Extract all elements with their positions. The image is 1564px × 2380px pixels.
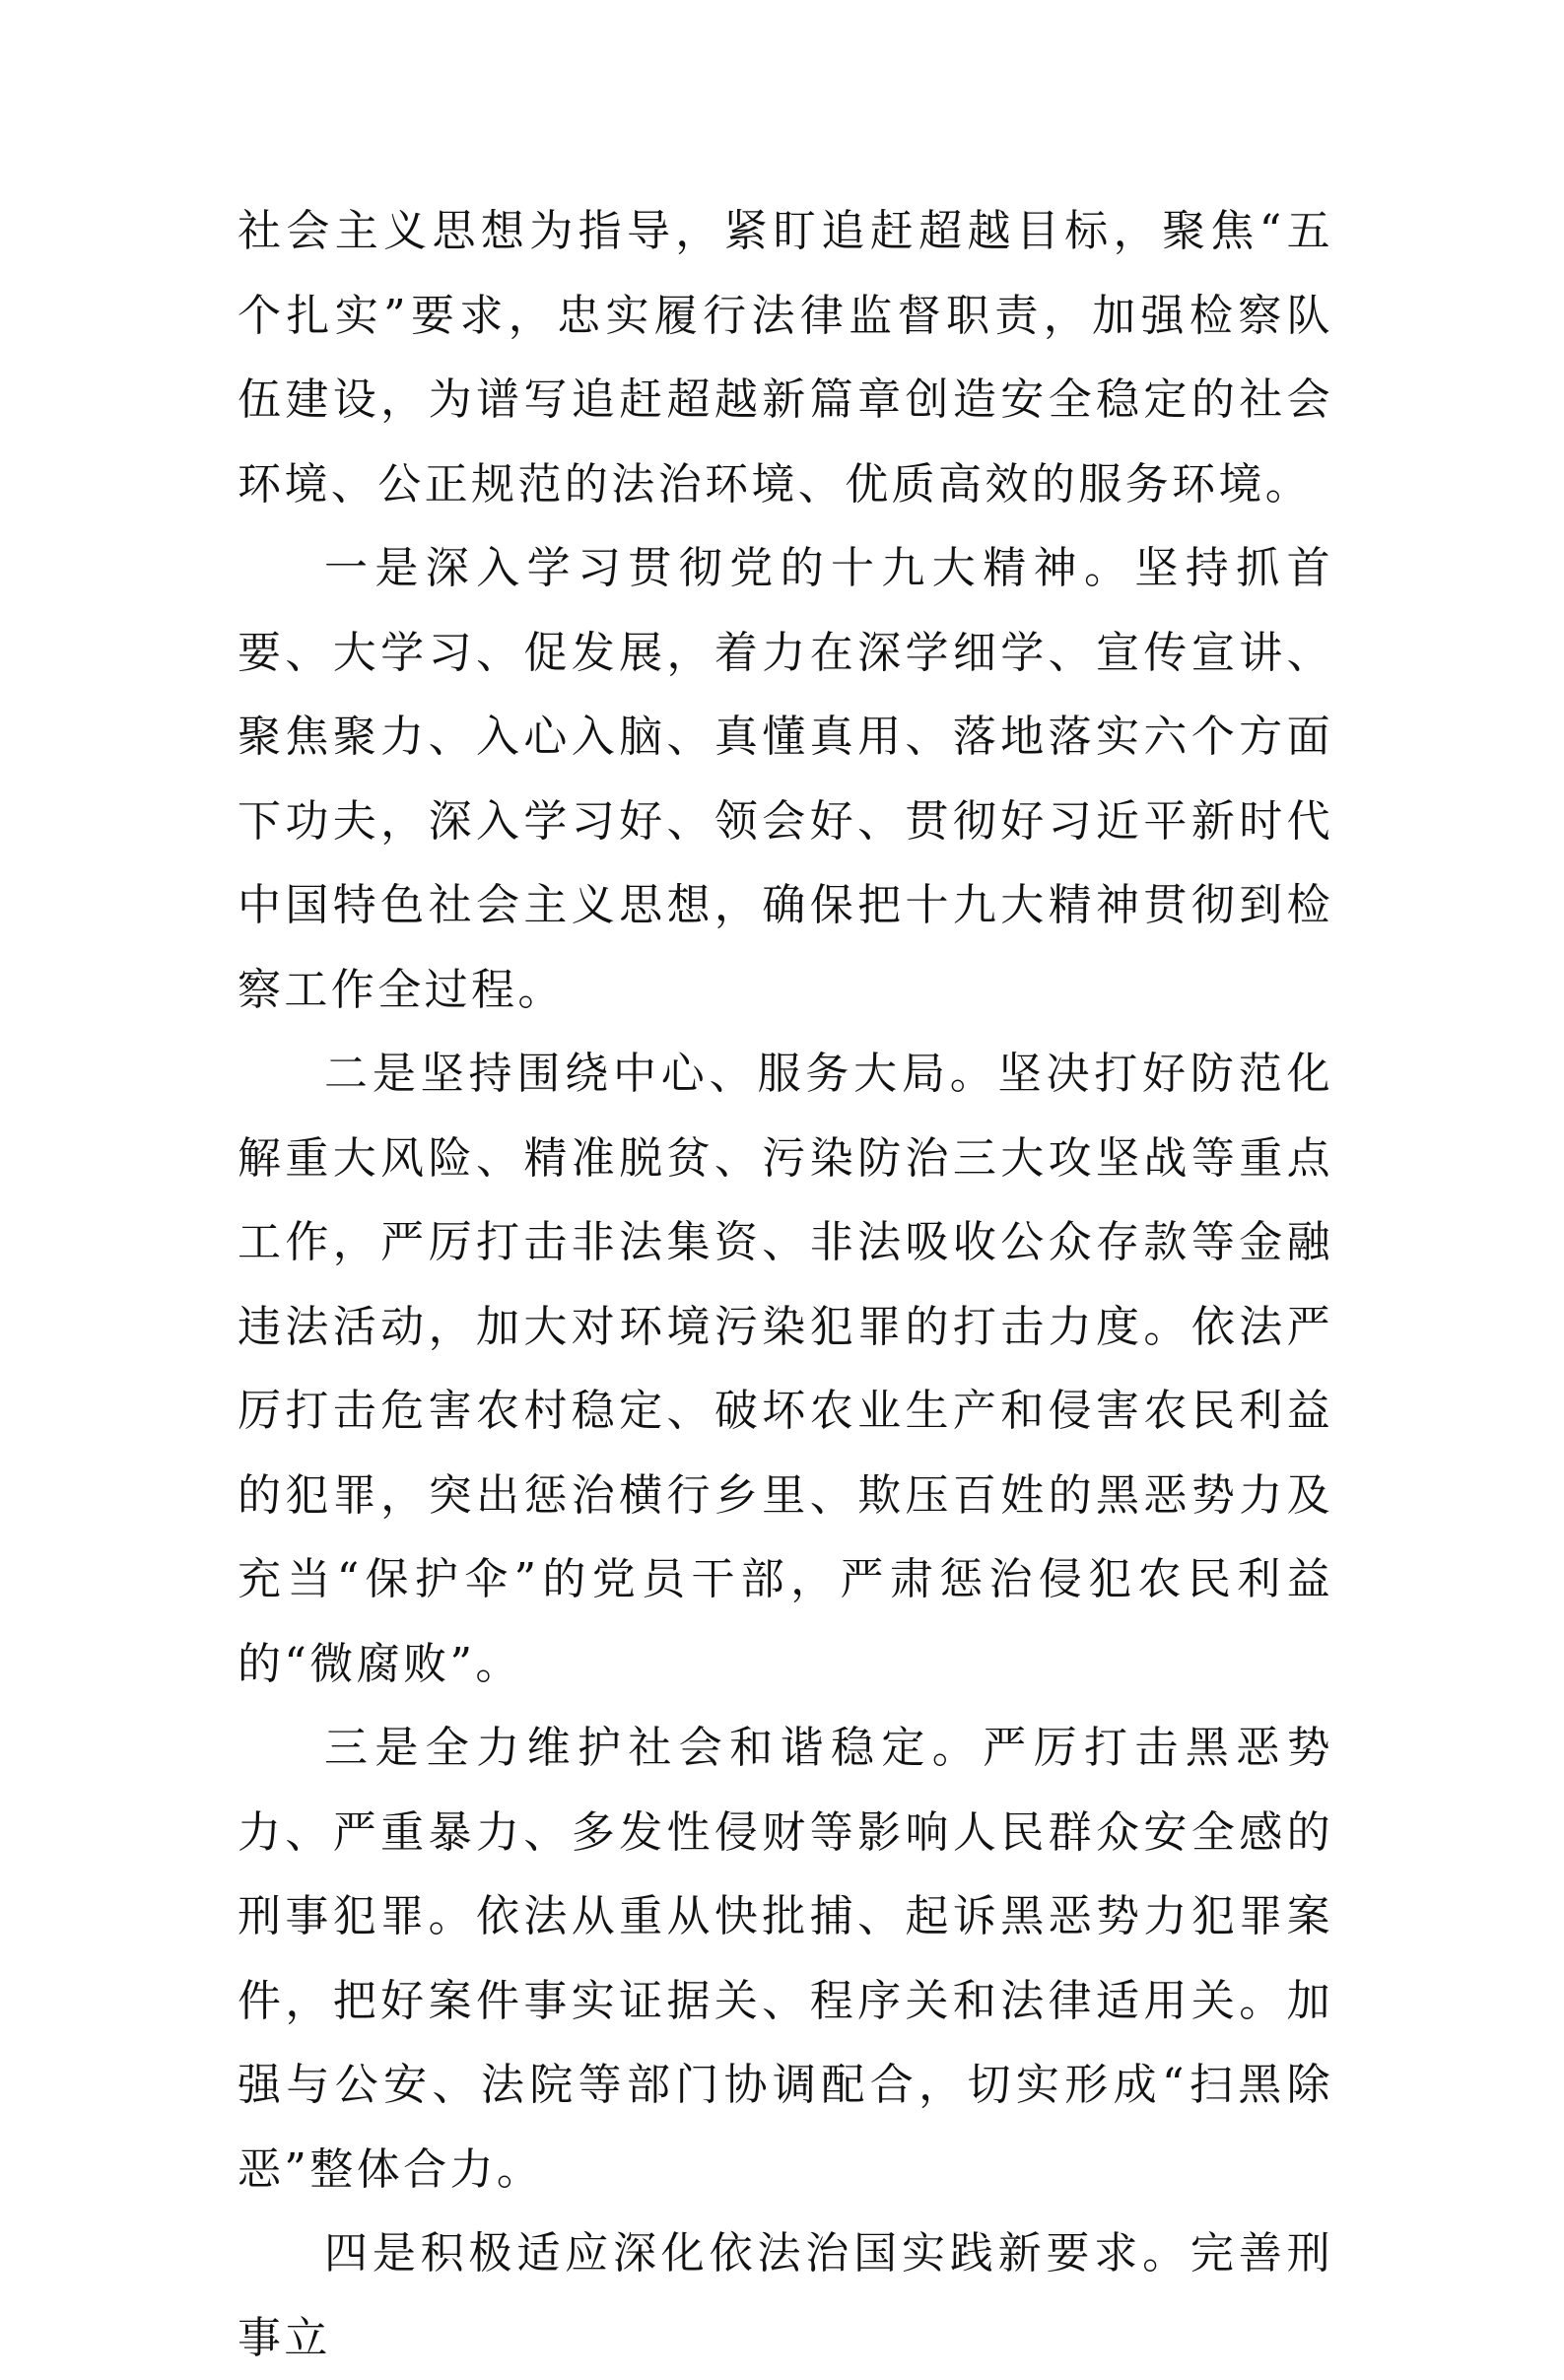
- paragraph-rule-of-law: 四是积极适应深化依法治国实践新要求。完善刑事立: [238, 2228, 1333, 2363]
- paragraph-study-spirit: 一是深入学习贯彻党的十九大精神。坚持抓首要、大学习、促发展，着力在深学细学、宣传宣讲、聚焦聚力、入心入脑、真懂真用、落地落实六个方面下功夫，深入学习好、领会好、贯彻好习近平新时代中国特色社会主义思想，确保把十九大精神贯彻到检察工作全过程。: [238, 543, 1333, 1015]
- document-body: [238, 189, 1333, 2380]
- paragraph-serve-overall: 二是坚持围绕中心、服务大局。坚决打好防范化解重大风险、精准脱贫、污染防治三大攻坚战等重点工作，严厉打击非法集资、非法吸收公众存款等金融违法活动，加大对环境污染犯罪的打击力度。依法严厉打击危害农村稳定、破坏农业生产和侵害农民利益的犯罪，突出惩治横行乡里、欺压百姓的黑恶势力及充当“保护伞”的党员干部，严肃惩治侵犯农民利益的“微腐败”。: [238, 1049, 1333, 1689]
- paragraph-social-stability: 三是全力维护社会和谐稳定。严厉打击黑恶势力、严重暴力、多发性侵财等影响人民群众安全感的刑事犯罪。依法从重从快批捕、起诉黑恶势力犯罪案件，把好案件事实证据关、程序关和法律适用关。加强与公安、法院等部门协调配合，切实形成“扫黑除恶”整体合力。: [238, 1723, 1333, 2195]
- paragraph-continuation: 社会主义思想为指导，紧盯追赶超越目标，聚焦“五个扎实”要求，忠实履行法律监督职责，加强检察队伍建设，为谱写追赶超越新篇章创造安全稳定的社会环境、公正规范的法治环境、优质高效的服务环境。: [238, 206, 1333, 510]
